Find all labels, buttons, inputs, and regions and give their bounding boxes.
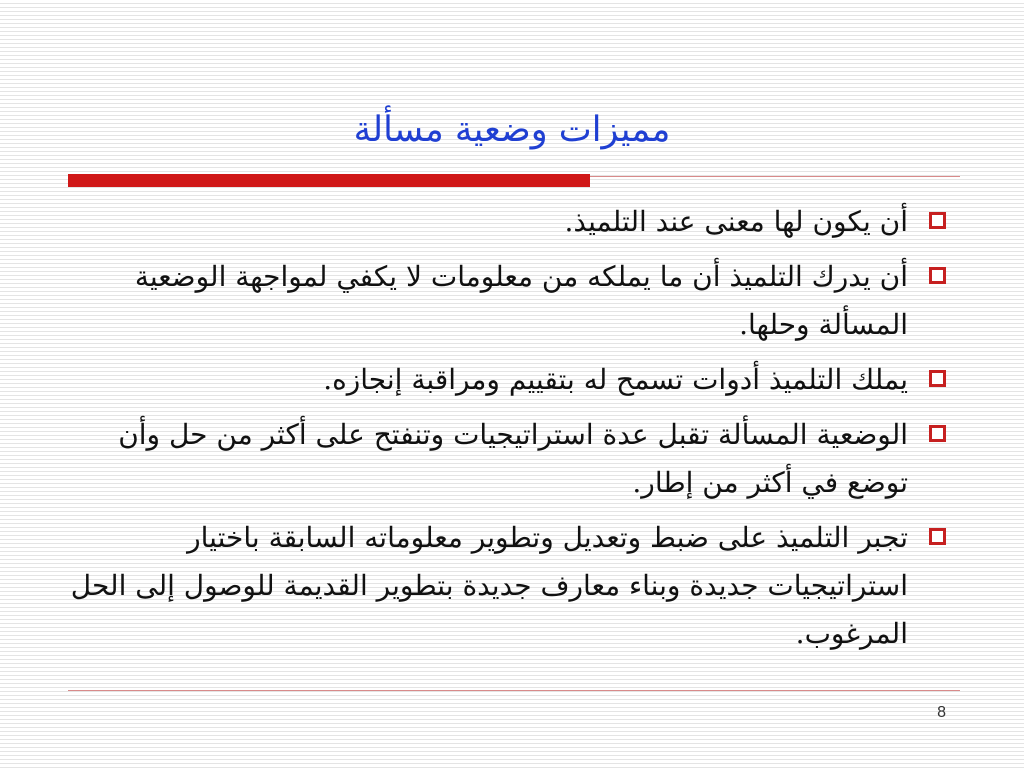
slide-title: مميزات وضعية مسألة <box>353 110 671 150</box>
page-number: 8 <box>937 704 946 721</box>
bullet-text: يملك التلميذ أدوات تسمح له بتقييم ومراقبة إنجازه. <box>323 363 908 396</box>
bullet-text: أن يكون لها معنى عند التلميذ. <box>564 205 908 238</box>
bullet-item <box>64 198 954 246</box>
square-bullet-icon <box>929 212 946 229</box>
bullet-text: تجبر التلميذ على ضبط وتعديل وتطوير معلوماته السابقة باختيار استراتيجيات جديدة وبناء معارف جديدة بتطوير القديمة للوصول إلى الحل المرغوب. <box>70 521 908 650</box>
title-accent-bar <box>68 174 590 187</box>
bullet-item <box>64 253 954 349</box>
bullet-text: الوضعية المسألة تقبل عدة استراتيجيات وتنفتح على أكثر من حل وأن توضع في أكثر من إطار. <box>118 418 908 499</box>
footer-divider-line <box>68 690 960 691</box>
square-bullet-icon <box>929 528 946 545</box>
bullet-item <box>64 411 954 507</box>
square-bullet-icon <box>929 370 946 387</box>
bullet-list <box>64 198 954 665</box>
bullet-text: أن يدرك التلميذ أن ما يملكه من معلومات لا يكفي لمواجهة الوضعية المسألة وحلها. <box>134 260 908 341</box>
square-bullet-icon <box>929 425 946 442</box>
bullet-item <box>64 356 954 404</box>
bullet-item <box>64 514 954 658</box>
square-bullet-icon <box>929 267 946 284</box>
